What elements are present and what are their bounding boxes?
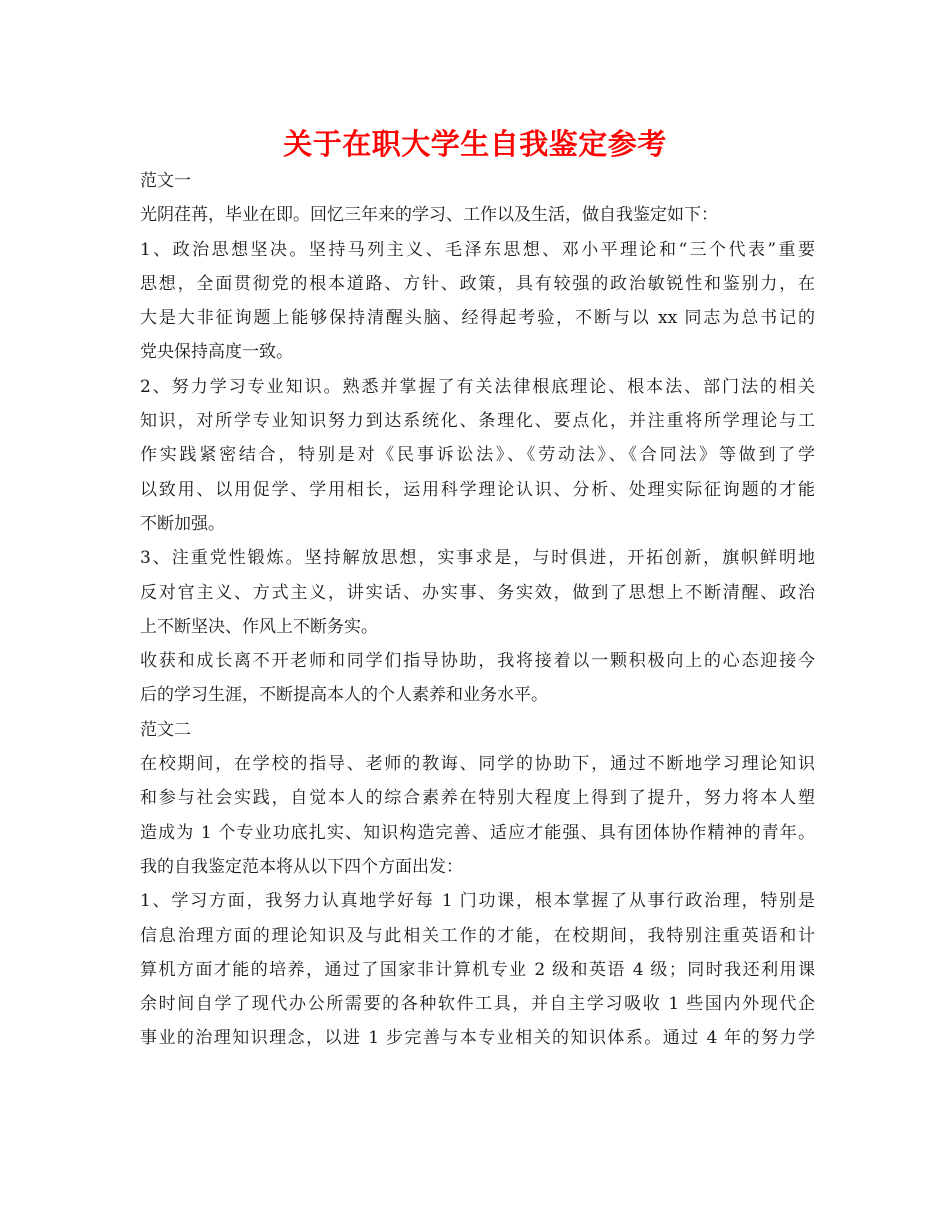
body-line: 后的学习生涯，不断提高本人的个人素养和业务水平。 — [140, 685, 548, 706]
body-line: 光阴荏苒，毕业在即。回忆三年来的学习、工作以及生活，做自我鉴定如下： — [140, 205, 718, 226]
body-line: 3、注重党性锻炼。坚持解放思想，实事求是，与时俱进，开拓创新，旗帜鲜明地 — [140, 548, 815, 569]
body-line: 1、学习方面，我努力认真地学好每 1 门功课，根本掌握了从事行政治理，特别是 — [140, 891, 815, 912]
body-line: 不断加强。 — [140, 513, 225, 534]
body-line: 算机方面才能的培养，通过了国家非计算机专业 2 级和英语 4 级；同时我还利用课 — [140, 959, 815, 980]
body-line: 余时间自学了现代办公所需要的各种软件工具，并自主学习吸收 1 些国内外现代企 — [140, 994, 815, 1015]
body-line: 1、政治思想坚决。坚持马列主义、毛泽东思想、邓小平理论和“三个代表”重要 — [140, 239, 815, 260]
body-line: 造成为 1 个专业功底扎实、知识构造完善、适应才能强、具有团体协作精神的青年。 — [140, 822, 815, 843]
body-line: 作实践紧密结合，特别是对《民事诉讼法》、《劳动法》、《合同法》等做到了学 — [140, 445, 815, 466]
body-line: 2、努力学习专业知识。熟悉并掌握了有关法律根底理论、根本法、部门法的相关 — [140, 376, 815, 397]
body-line: 以致用、以用促学、学用相长，运用科学理论认识、分析、处理实际征询题的才能 — [140, 479, 815, 500]
body-line: 范文一 — [140, 171, 191, 191]
body-line: 思想，全面贯彻党的根本道路、方针、政策，具有较强的政治敏锐性和鉴别力，在 — [140, 273, 815, 294]
body-line: 和参与社会实践，自觉本人的综合素养在特别大程度上得到了提升，努力将本人塑 — [140, 788, 815, 809]
body-line: 我的自我鉴定范本将从以下四个方面出发： — [140, 856, 463, 877]
body-line: 在校期间，在学校的指导、老师的教诲、同学的协助下，通过不断地学习理论知识 — [140, 754, 815, 775]
body-line: 事业的治理知识理念，以进 1 步完善与本专业相关的知识体系。通过 4 年的努力学 — [140, 1028, 815, 1049]
body-line: 信息治理方面的理论知识及与此相关工作的才能，在校期间，我特别注重英语和计 — [140, 925, 815, 946]
body-line: 知识，对所学专业知识努力到达系统化、条理化、要点化，并注重将所学理论与工 — [140, 411, 815, 432]
body-line: 党央保持高度一致。 — [140, 342, 293, 363]
body-line: 上不断坚决、作风上不断务实。 — [140, 616, 378, 637]
body-line: 范文二 — [140, 719, 191, 740]
document-title: 关于在职大学生自我鉴定参考 — [283, 127, 667, 161]
body-line: 反对官主义、方式主义，讲实话、办实事、务实效，做到了思想上不断清醒、政治 — [140, 582, 815, 603]
body-line: 大是大非征询题上能够保持清醒头脑、经得起考验，不断与以 xx 同志为总书记的 — [140, 308, 815, 329]
document-body — [140, 164, 815, 1056]
body-line: 收获和成长离不开老师和同学们指导协助，我将接着以一颗积极向上的心态迎接今 — [140, 651, 815, 672]
